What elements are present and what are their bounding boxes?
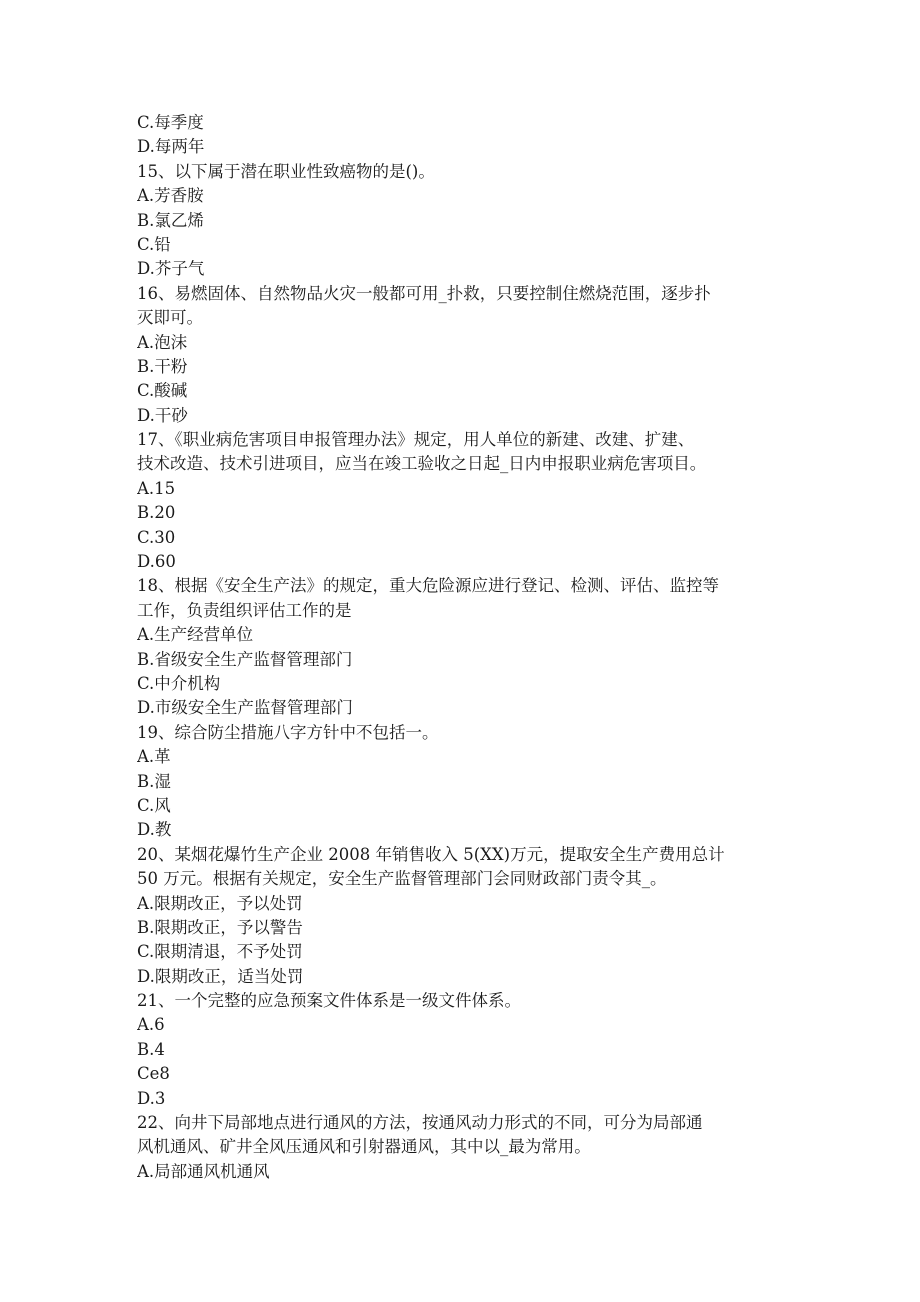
option-b: B.4: [137, 1039, 165, 1059]
option-c: Ce8: [137, 1064, 170, 1084]
option-d: D.芥子气: [137, 259, 205, 279]
question-18-line-1: 18、根据《安全生产法》的规定，重大危险源应进行登记、检测、评估、监控等: [137, 576, 719, 596]
question-19: 19、综合防尘措施八字方针中不包括一。: [137, 722, 439, 742]
option-c: C.中介机构: [137, 673, 221, 693]
option-c: C.30: [137, 527, 176, 547]
option-d: D.3: [137, 1088, 166, 1108]
question-17-line-2: 技术改造、技术引进项目，应当在竣工验收之日起_日内申报职业病危害项目。: [137, 454, 707, 474]
question-20-line-2: 50 万元。根据有关规定，安全生产监督管理部门会同财政部门责令其_。: [137, 869, 667, 889]
option-a: A.革: [137, 747, 171, 767]
option-d: D.每两年: [137, 137, 205, 157]
option-a: A.15: [137, 478, 176, 498]
option-d: D.干砂: [137, 405, 188, 425]
option-d: D.教: [137, 820, 172, 840]
option-b: B.省级安全生产监督管理部门: [137, 649, 353, 669]
option-b: B.限期改正，予以警告: [137, 917, 303, 937]
question-15: 15、以下属于潜在职业性致癌物的是()。: [137, 161, 435, 181]
option-b: B.干粉: [137, 356, 188, 376]
option-b: B.氯乙烯: [137, 210, 204, 230]
question-21: 21、一个完整的应急预案文件体系是一级文件体系。: [137, 991, 521, 1011]
question-22-line-1: 22、向井下局部地点进行通风的方法，按通风动力形式的不同，可分为局部通: [137, 1113, 703, 1133]
option-c: C.每季度: [137, 113, 204, 132]
option-c: C.风: [137, 795, 171, 815]
question-22-line-2: 风机通风、矿井全风压通风和引射器通风，其中以_最为常用。: [137, 1137, 591, 1157]
option-a: A.限期改正，予以处罚: [137, 893, 303, 913]
question-16-line-2: 灭即可。: [137, 308, 203, 328]
question-18-line-2: 工作，负责组织评估工作的是: [137, 600, 352, 620]
question-20-line-1: 20、某烟花爆竹生产企业 2008 年销售收入 5(XX)万元，提取安全生产费用总计: [137, 844, 725, 864]
document-body: [137, 111, 789, 1184]
option-a: A.生产经营单位: [137, 625, 254, 645]
option-a: A.芳香胺: [137, 186, 204, 206]
option-b: B.20: [137, 503, 176, 523]
option-a: A.泡沫: [137, 332, 188, 352]
option-d: D.60: [137, 552, 176, 572]
option-a: A.局部通风机通风: [137, 1161, 270, 1181]
option-b: B.湿: [137, 771, 171, 791]
question-16-line-1: 16、易燃固体、自然物品火灾一般都可用_扑救，只要控制住燃烧范围，逐步扑: [137, 283, 711, 303]
option-d: D.市级安全生产监督管理部门: [137, 698, 353, 718]
question-17-line-1: 17、《职业病危害项目申报管理办法》规定，用人单位的新建、改建、扩建、: [137, 430, 695, 450]
option-c: C.铅: [137, 234, 171, 254]
option-c: C.限期清退，不予处罚: [137, 942, 303, 962]
option-c: C.酸碱: [137, 381, 188, 401]
option-a: A.6: [137, 1015, 165, 1035]
option-d: D.限期改正，适当处罚: [137, 966, 304, 986]
